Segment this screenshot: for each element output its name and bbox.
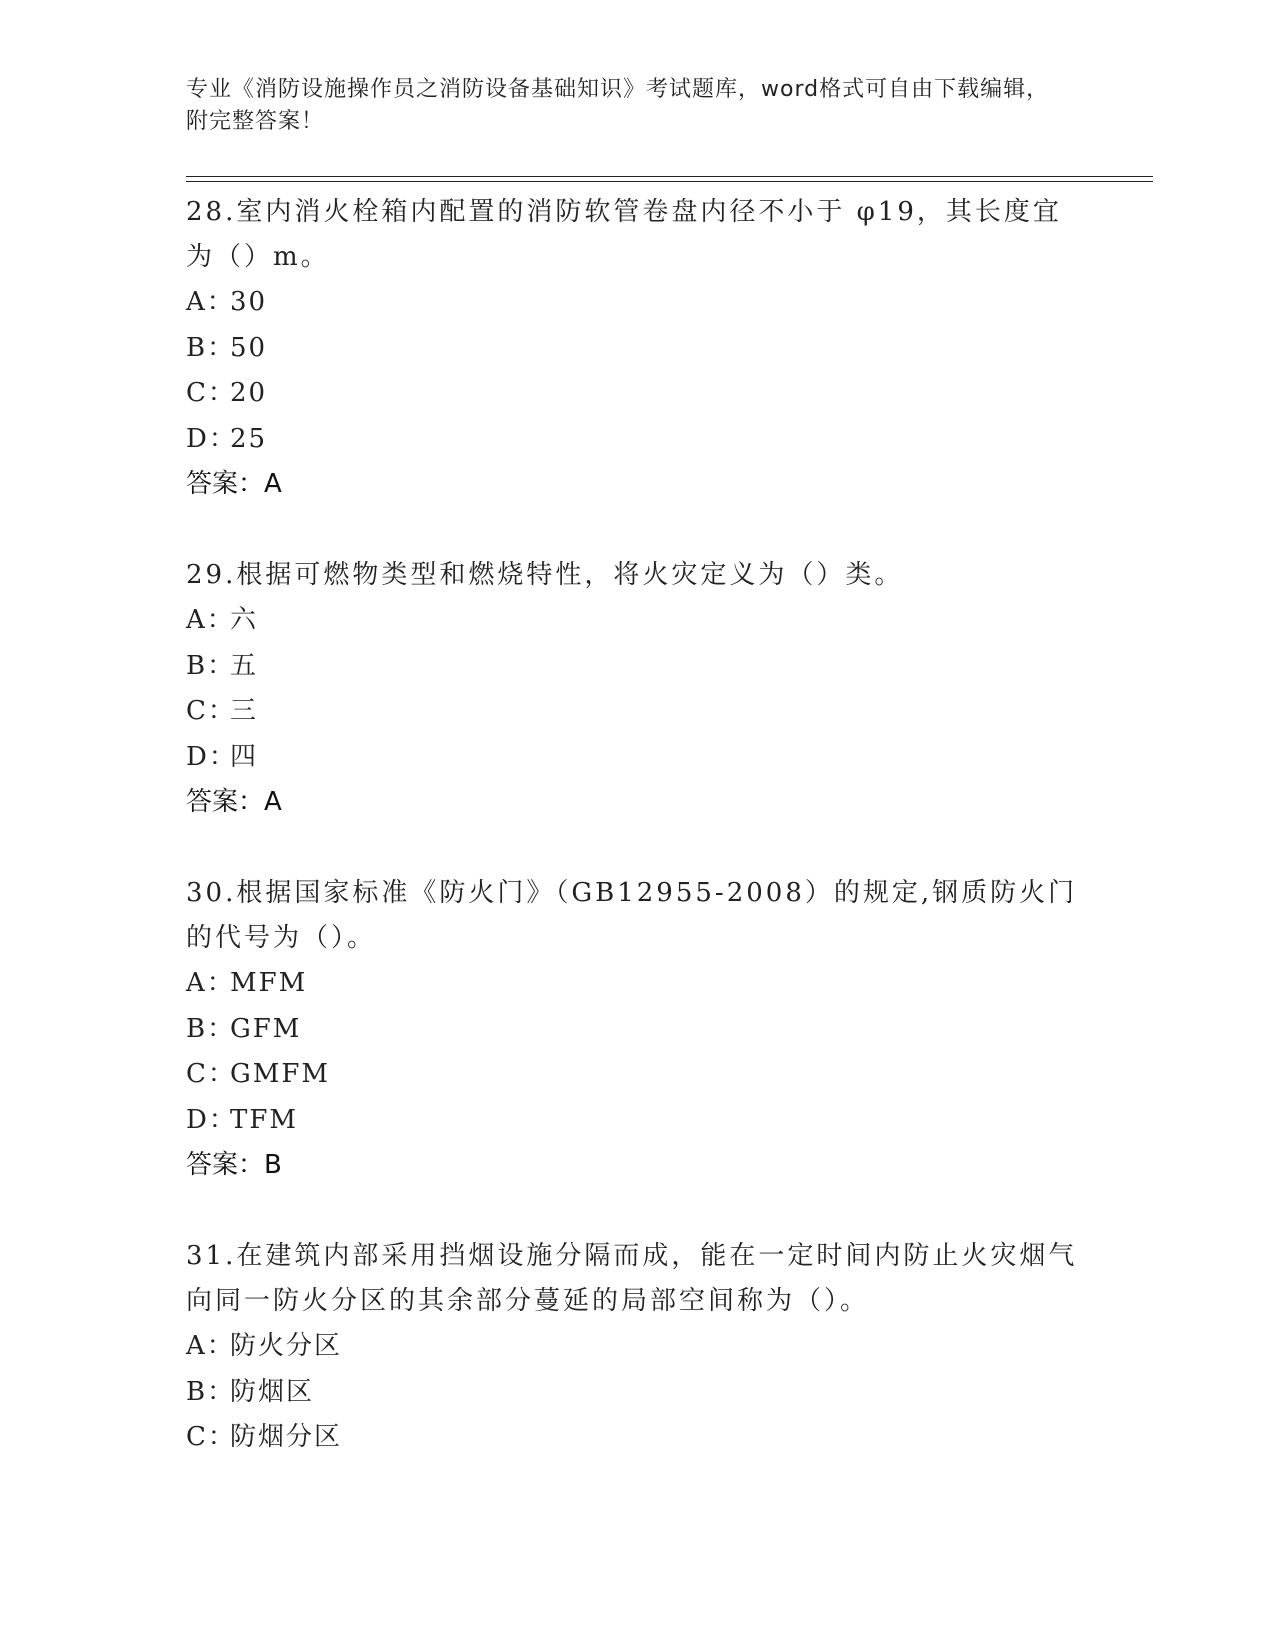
answer-line: 答案：A <box>186 787 282 817</box>
option-key: C： <box>186 1422 236 1452</box>
option-key: B： <box>186 1013 236 1044</box>
question-text: 28.室内消火栓箱内配置的消防软管卷盘内径不小于 φ19，其长度宜为（）m。 <box>186 197 1062 272</box>
option-key: A： <box>186 287 235 317</box>
option-value: 30 <box>230 287 268 317</box>
option-key: D： <box>186 1104 237 1135</box>
option-value: 20 <box>230 378 268 408</box>
option-value: 三 <box>230 696 259 726</box>
header-rule-bottom <box>186 181 1153 182</box>
option-value: 六 <box>230 605 259 635</box>
option-key: D： <box>186 741 237 772</box>
question-item <box>186 871 1086 1188</box>
question-text: 30.根据国家标准《防火门》（GB12955-2008）的规定,钢质防火门的代号为（）。 <box>186 878 1078 953</box>
option-c <box>186 1415 1086 1461</box>
option-key: B： <box>186 1376 236 1407</box>
option-value: 五 <box>230 650 259 681</box>
answer-line: 答案：B <box>186 1150 282 1180</box>
question-text: 29.根据可燃物类型和燃烧特性，将火灾定义为（）类。 <box>186 560 904 590</box>
option-key: C： <box>186 1059 236 1089</box>
option-a <box>186 1324 1086 1370</box>
option-a <box>186 280 1086 326</box>
option-c <box>186 371 1086 417</box>
option-d <box>186 735 1086 781</box>
option-value: 25 <box>230 423 268 454</box>
question-list <box>186 190 1086 1507</box>
question-item <box>186 1234 1086 1461</box>
option-c <box>186 689 1086 735</box>
option-value: 四 <box>230 741 259 772</box>
option-b <box>186 644 1086 690</box>
option-value: MFM <box>230 968 308 998</box>
option-b <box>186 326 1086 372</box>
option-key: B： <box>186 332 236 363</box>
option-a <box>186 598 1086 644</box>
option-c <box>186 1052 1086 1098</box>
option-key: C： <box>186 696 236 726</box>
option-key: A： <box>186 968 235 998</box>
option-value: TFM <box>230 1104 299 1135</box>
option-value: GFM <box>230 1013 302 1044</box>
answer-line: 答案：A <box>186 469 282 499</box>
option-b <box>186 1370 1086 1416</box>
option-key: A： <box>186 605 235 635</box>
question-item <box>186 553 1086 825</box>
option-value: GMFM <box>230 1059 331 1089</box>
header-intro-text: 专业《消防设施操作员之消防设备基础知识》考试题库，word格式可自由下载编辑，附完整答案！ <box>186 77 1050 134</box>
document-header <box>186 74 1066 138</box>
option-value: 防火分区 <box>230 1331 343 1361</box>
option-key: C： <box>186 378 236 408</box>
option-a <box>186 961 1086 1007</box>
option-d <box>186 417 1086 463</box>
question-text: 31.在建筑内部采用挡烟设施分隔而成，能在一定时间内防止火灾烟气向同一防火分区的其余部分蔓延的局部空间称为（）。 <box>186 1241 1078 1316</box>
option-key: D： <box>186 423 237 454</box>
option-b <box>186 1007 1086 1053</box>
option-value: 防烟区 <box>230 1376 315 1407</box>
option-value: 防烟分区 <box>230 1422 343 1452</box>
question-item <box>186 190 1086 507</box>
option-key: B： <box>186 650 236 681</box>
option-value: 50 <box>230 332 268 363</box>
option-key: A： <box>186 1331 235 1361</box>
option-d <box>186 1098 1086 1144</box>
header-rule-top <box>186 176 1153 177</box>
